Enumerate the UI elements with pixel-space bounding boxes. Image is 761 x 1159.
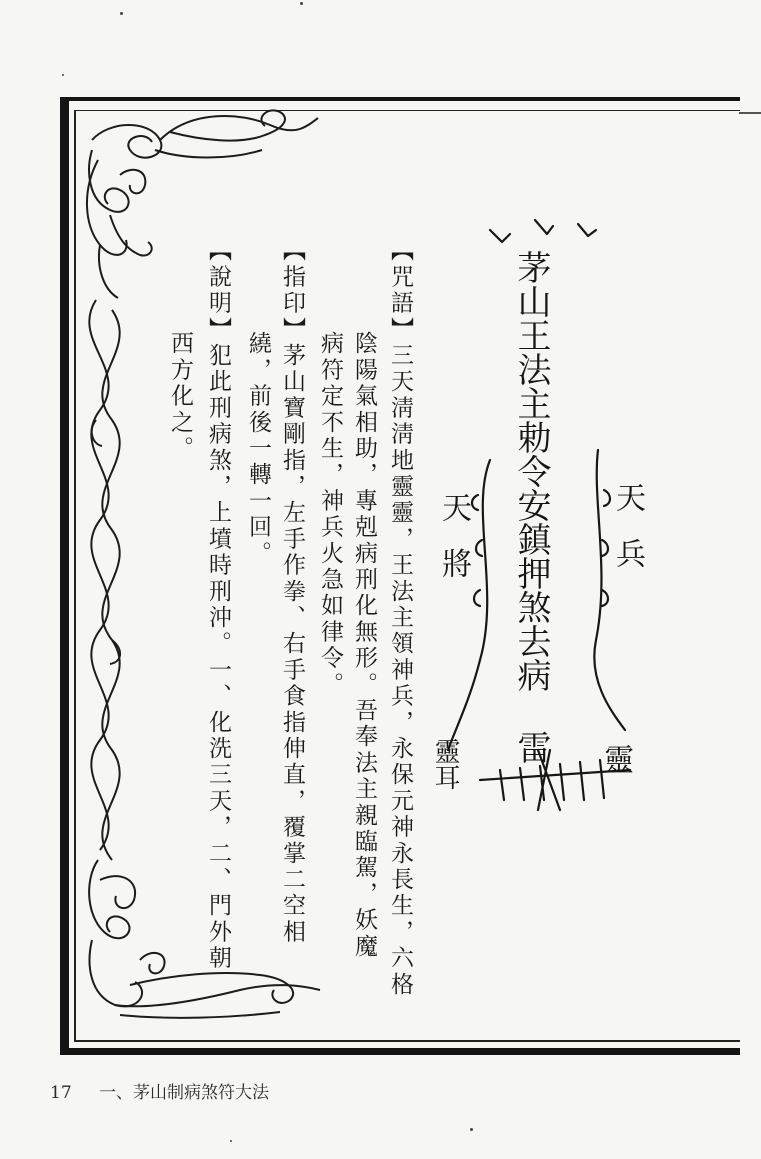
talisman-tick [490,230,510,242]
scan-speck [120,12,123,15]
explanation-column-1: 【說明】犯此刑病煞，上墳時刑沖。一、化洗三天，二、門外朝 [205,238,231,972]
talisman-right-label: 天兵 [610,482,645,594]
talisman-right-bottom-glyph: 靈 [598,744,633,774]
explanation-column-2: 西方化之。 [167,331,193,462]
talisman-left-label: 天將 [436,492,471,604]
talisman-main-inscription: 茅山王法主勅令安鎮押煞去病 [511,250,551,692]
page-number: 17 [50,1083,72,1103]
spell-column-1: 【咒語】三天淸淸地靈靈，王法主領神兵，永保元神永長生，六格 [387,238,413,998]
talisman-tick [535,220,553,234]
page-footer [50,1078,269,1103]
talisman-thunder-glyph: 雷 [511,730,551,764]
talisman-tick [578,224,596,236]
scan-speck [470,1128,473,1131]
scan-speck [300,2,303,5]
talisman-left-bottom-glyph: 靈耳 [430,738,460,790]
spell-column-3: 病符定不生，神兵火急如律令。 [317,331,343,698]
scan-speck [230,1140,232,1142]
mudra-column-2: 繞，前後一轉一回。 [245,331,271,567]
scan-speck [62,74,64,76]
mudra-column-1: 【指印】茅山寶剛指，左手作拳、右手食指伸直，覆掌二空相 [279,238,305,946]
spell-column-2: 陰陽氣相助，專剋病刑化無形。吾奉法主親臨駕，妖魔 [351,331,377,960]
chapter-title: 一、茅山制病煞符大法 [99,1083,270,1103]
